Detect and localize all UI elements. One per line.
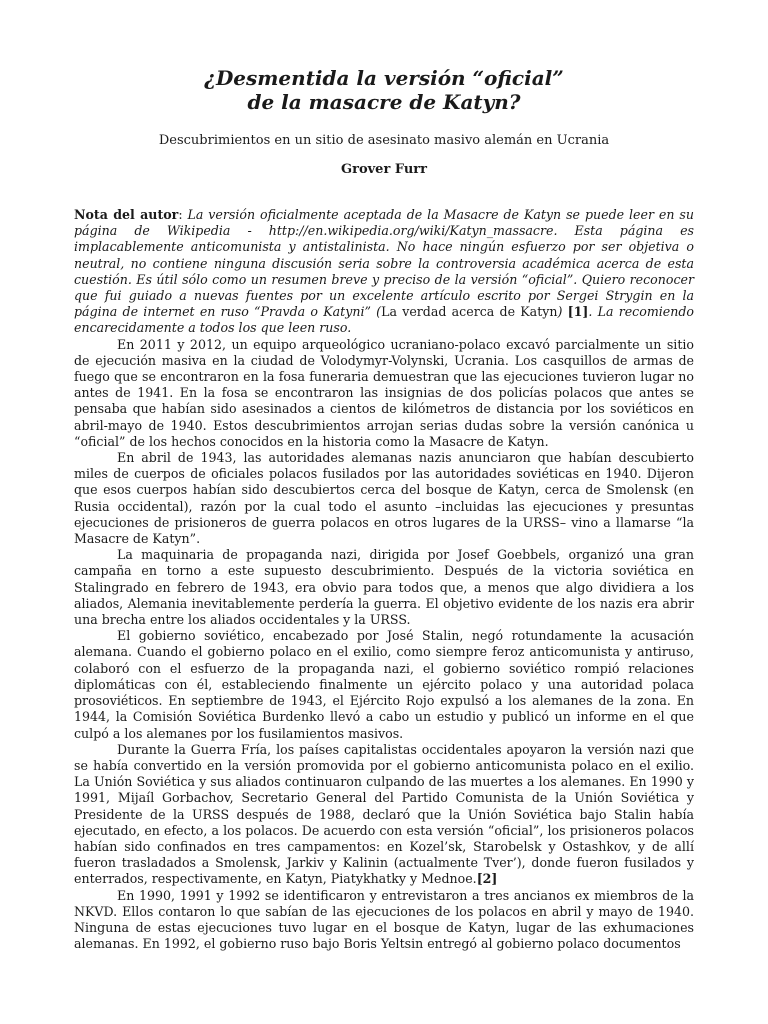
author-note-text: La versión oficialmente aceptada de la Masacre de Katyn se puede leer en su página de Wikipedia - http://en.wikipedia.org/wiki/Katyn_massacre. Esta página es implacablemente anticomunista y antistalinista. No hace ningún esfuerzo por ser objetiva o neutral, no contiene ninguna discusión seria sobre la controversia académica acerca de esta cuestión. Es útil sólo como un resumen breve y preciso de la versión “oficial”. Quiero reconocer que fui guiado a nuevas fuentes por un excelente artículo escrito por Sergei Strygin en la página de internet en ruso “Pravda o Katyni” ( (74, 207, 694, 320)
document-page (74, 66, 694, 952)
author-note-label: Nota del autor (74, 207, 179, 222)
article-author: Grover Furr (341, 162, 427, 177)
author-note-text-2: ) (557, 304, 568, 320)
article-body (74, 207, 694, 952)
author-note (74, 207, 694, 337)
title-line-2: de la masacre de Katyn? (247, 90, 521, 114)
paragraph-5-text: Durante la Guerra Fría, los países capitalistas occidentales apoyaron la versión nazi que se había convertido en la versión promovida por el gobierno anticomunista polaco en el exilio. La Unión Soviética y sus aliados continuaron culpando de las muertes a los alemanes. En 1990 y 1991, Mijaíl Gorbachov, Secretario General del Partido Comunista de la Unión Soviética y Presidente de la URSS después de 1988, declaró que la Unión Soviética bajo Stalin había ejecutado, en efecto, a los polacos. De acuerdo con esta versión “oficial”, los prisioneros polacos habían sido confinados en tres campamentos: en Kozel’sk, Starobelsk y Ostashkov, y de allí fueron trasladados a Smolensk, Jarkiv y Kalinin (actualmente Tver’), donde fueron fusilados y enterrados, respectivamente, en Katyn, Piatykhatky y Mednoe. (74, 741, 694, 887)
footnote-ref-1[interactable]: [1] (567, 304, 589, 320)
article-title (74, 66, 694, 114)
paragraph-3: La maquinaria de propaganda nazi, dirigida por Josef Goebbels, organizó una gran campaña en torno a este supuesto descubrimiento. Después de la victoria soviética en Stalingrado en febrero de 1943, era obvio para todos que, a menos que algo dividiera a los aliados, Alemania inevitablemente perdería la guerra. El objetivo evidente de los nazis era abrir una brecha entre los aliados occidentales y la URSS. (74, 547, 694, 628)
paragraph-6: En 1990, 1991 y 1992 se identificaron y entrevistaron a tres ancianos ex miembros de la NKVD. Ellos contaron lo que sabían de las ejecuciones de los polacos en abril y mayo de 1940. Ninguna de estas ejecuciones tuvo lugar en el bosque de Katyn, lugar de las exhumaciones alemanas. En 1992, el gobierno ruso bajo Boris Yeltsin entregó al gobierno polaco documentos (74, 887, 694, 952)
author-note-colon: : (178, 207, 188, 222)
paragraph-4: El gobierno soviético, encabezado por José Stalin, negó rotundamente la acusación alemana. Cuando el gobierno polaco en el exilio, como siempre feroz anticomunista y antiruso, colaboró con el esfuerzo de la propaganda nazi, el gobierno soviético rompió relaciones diplomáticas con él, estableciendo finalmente un ejército polaco y una autoridad polaca prosoviéticos. En septiembre de 1943, el Ejército Rojo expulsó a los alemanes de la zona. En 1944, la Comisión Soviética Burdenko llevó a cabo un estudio y publicó un informe en el que culpó a los alemanes por los fusilamientos masivos. (74, 628, 694, 741)
paragraph-1: En 2011 y 2012, un equipo arqueológico ucraniano-polaco excavó parcialmente un sitio de ejecución masiva en la ciudad de Volodymyr-Volynski, Ucrania. Los casquillos de armas de fuego que se encontraron en la fosa funeraria demuestran que las ejecuciones tuvieron lugar no antes de 1941. En la fosa se encontraron las insignias de dos policías polacos que antes se pensaba que habían sido asesinados a cientos de kilómetros de distancia por los soviéticos en abril-mayo de 1940. Estos descubrimientos arrojan serias dudas sobre la versión canónica u “oficial” de los hechos conocidos en la historia como la Masacre de Katyn. (74, 336, 694, 449)
paragraph-2: En abril de 1943, las autoridades alemanas nazis anunciaron que habían descubierto miles de cuerpos de oficiales polacos fusilados por las autoridades soviéticas en 1940. Dijeron que esos cuerpos habían sido descubiertos cerca del bosque de Katyn, cerca de Smolensk (en Rusia occidental), razón por la cual todo el asunto –incluidas las ejecuciones y presuntas ejecuciones de prisioneros de guerra polacos en otros lugares de la URSS– vino a llamarse “la Masacre de Katyn”. (74, 450, 694, 547)
paragraph-5 (74, 742, 694, 888)
title-line-1: ¿Desmentida la versión “oficial” (204, 66, 564, 90)
article-subtitle: Descubrimientos en un sitio de asesinato masivo alemán en Ucrania (158, 133, 610, 148)
footnote-ref-2[interactable]: [2] (476, 871, 498, 887)
author-note-text-3: . La recomiendo encarecidamente a todos los que leen ruso. (74, 304, 694, 336)
author-note-plain-title: La verdad acerca de Katyn (381, 304, 558, 320)
